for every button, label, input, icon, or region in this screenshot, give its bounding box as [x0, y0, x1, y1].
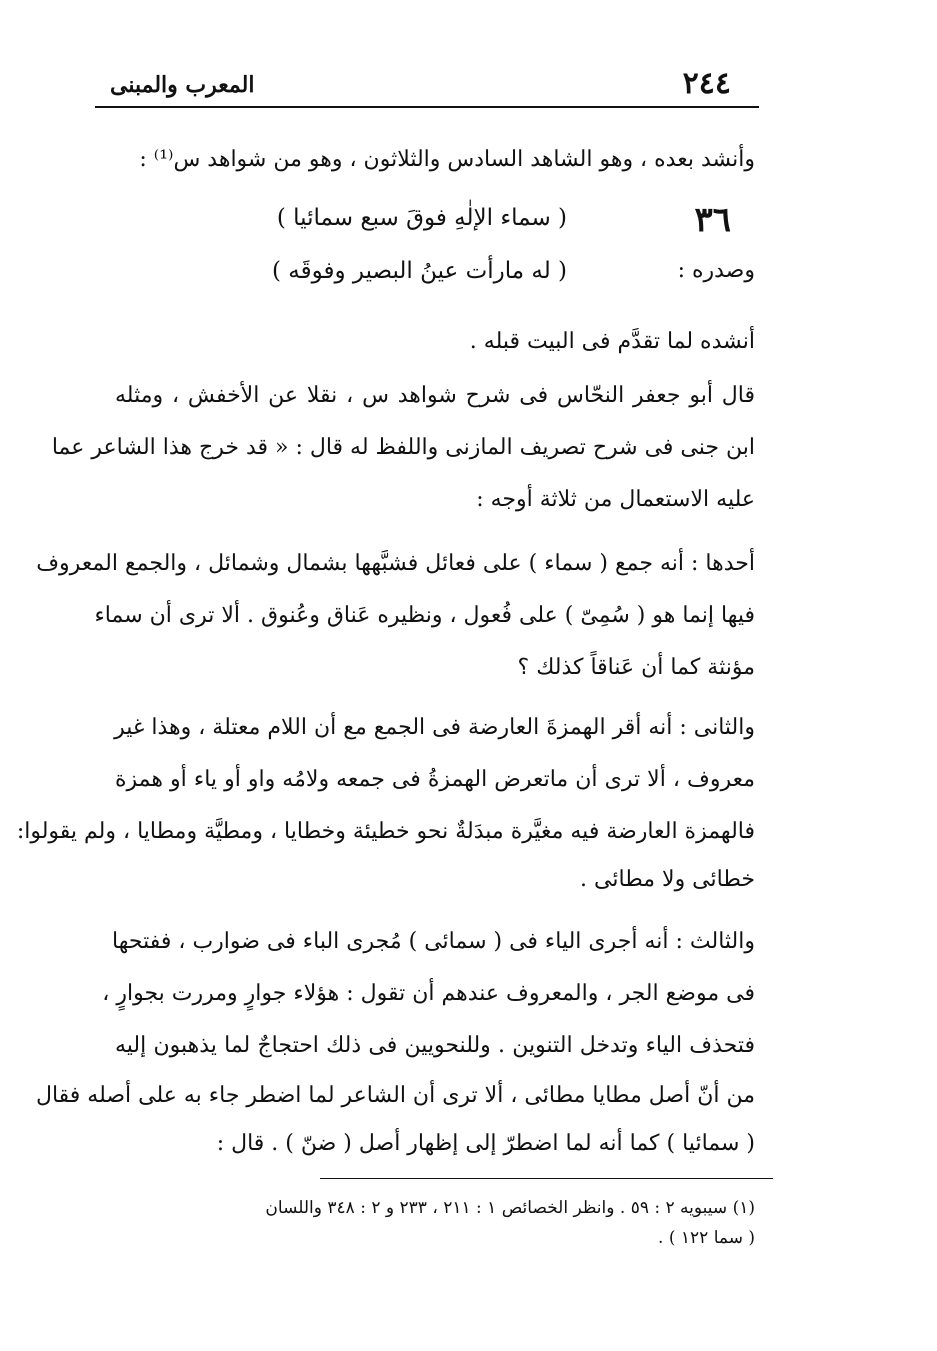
footnote-line: (١) سيبويه ٢ : ٥٩ . وانظر الخصائص ١ : ٢١١ ، ٢٣٣ و ٢ : ٣٤٨ واللسان [265, 1198, 755, 1218]
paragraph-2-line: فيها إنما هو ( سُمِىّ ) على فُعول ، ونظيره عَناق وعُنوق . ألا ترى أن سماء [94, 603, 755, 628]
paragraph-4-line: فى موضع الجر ، والمعروف عندهم أن تقول : هؤلاء جوارٍ ومررت بجوارٍ ، [102, 981, 755, 1006]
paragraph-3-line: فالهمزة العارضة فيه مغيَّرة مبدَلةٌ نحو خطيئة وخطايا ، ومطيَّة ومطايا ، ولم يقولوا: [16, 819, 755, 844]
paragraph-1-line: عليه الاستعمال من ثلاثة أوجه : [476, 487, 755, 512]
intro-line: وأنشد بعده ، وهو الشاهد السادس والثلاثون ، وهو من شواهد س⁽¹⁾ : [139, 147, 755, 172]
paragraph-1-line: ابن جنى فى شرح تصريف المازنى واللفظ له قال : « قد خرج هذا الشاعر عما [51, 435, 755, 460]
paragraph-4-line: من أنّ أصل مطايا مطائى ، ألا ترى أن الشاعر لما اضطر جاء به على أصله فقال [35, 1083, 755, 1108]
verse-line-2-label: وصدره : [677, 258, 755, 283]
paragraph-2-line: أحدها : أنه جمع ( سماء ) على فعائل فشبَّهها بشمال وشمائل ، والجمع المعروف [36, 551, 755, 576]
paragraph-3-line: خطائى ولا مطائى . [580, 867, 755, 892]
verse-number: ٣٦ [694, 200, 731, 240]
verse-line-1: ( سماء الإلٰهِ فوقَ سبع سمائيا ) [276, 205, 567, 231]
paragraph-3-line: معروف ، ألا ترى أن ماتعرض الهمزةُ فى جمعه ولامُه واو أو ياء أو همزة [115, 767, 755, 792]
paragraph-3-line: والثانى : أنه أقر الهمزةَ العارضة فى الجمع مع أن اللام معتلة ، وهذا غير [114, 715, 755, 740]
verse-line-2: ( له مارأت عينُ البصير وفوقَه ) [271, 258, 567, 284]
header-rule [95, 106, 759, 108]
paragraph-4-line: فتحذف الياء وتدخل التنوين . وللنحويين فى ذلك احتجاجٌ لما يذهبون إليه [115, 1033, 755, 1058]
note-line: أنشده لما تقدَّم فى البيت قبله . [469, 329, 755, 354]
running-title: المعرب والمبنى [110, 72, 255, 98]
page-number: ٢٤٤ [682, 66, 731, 101]
paragraph-4-line: والثالث : أنه أجرى الياء فى ( سمائى ) مُجرى الباء فى ضوارب ، ففتحها [112, 929, 755, 954]
footnote-rule [320, 1178, 773, 1179]
footnote-line: ( سما ١٢٢ ) . [658, 1228, 755, 1248]
paragraph-2-line: مؤنثة كما أن عَناقاً كذلك ؟ [517, 655, 755, 680]
paragraph-1-line: قال أبو جعفر النحّاس فى شرح شواهد س ، نقلا عن الأخفش ، ومثله [115, 383, 755, 408]
paragraph-4-line: ( سمائيا ) كما أنه لما اضطرّ إلى إظهار أصل ( ضنّ ) . قال : [216, 1131, 755, 1156]
